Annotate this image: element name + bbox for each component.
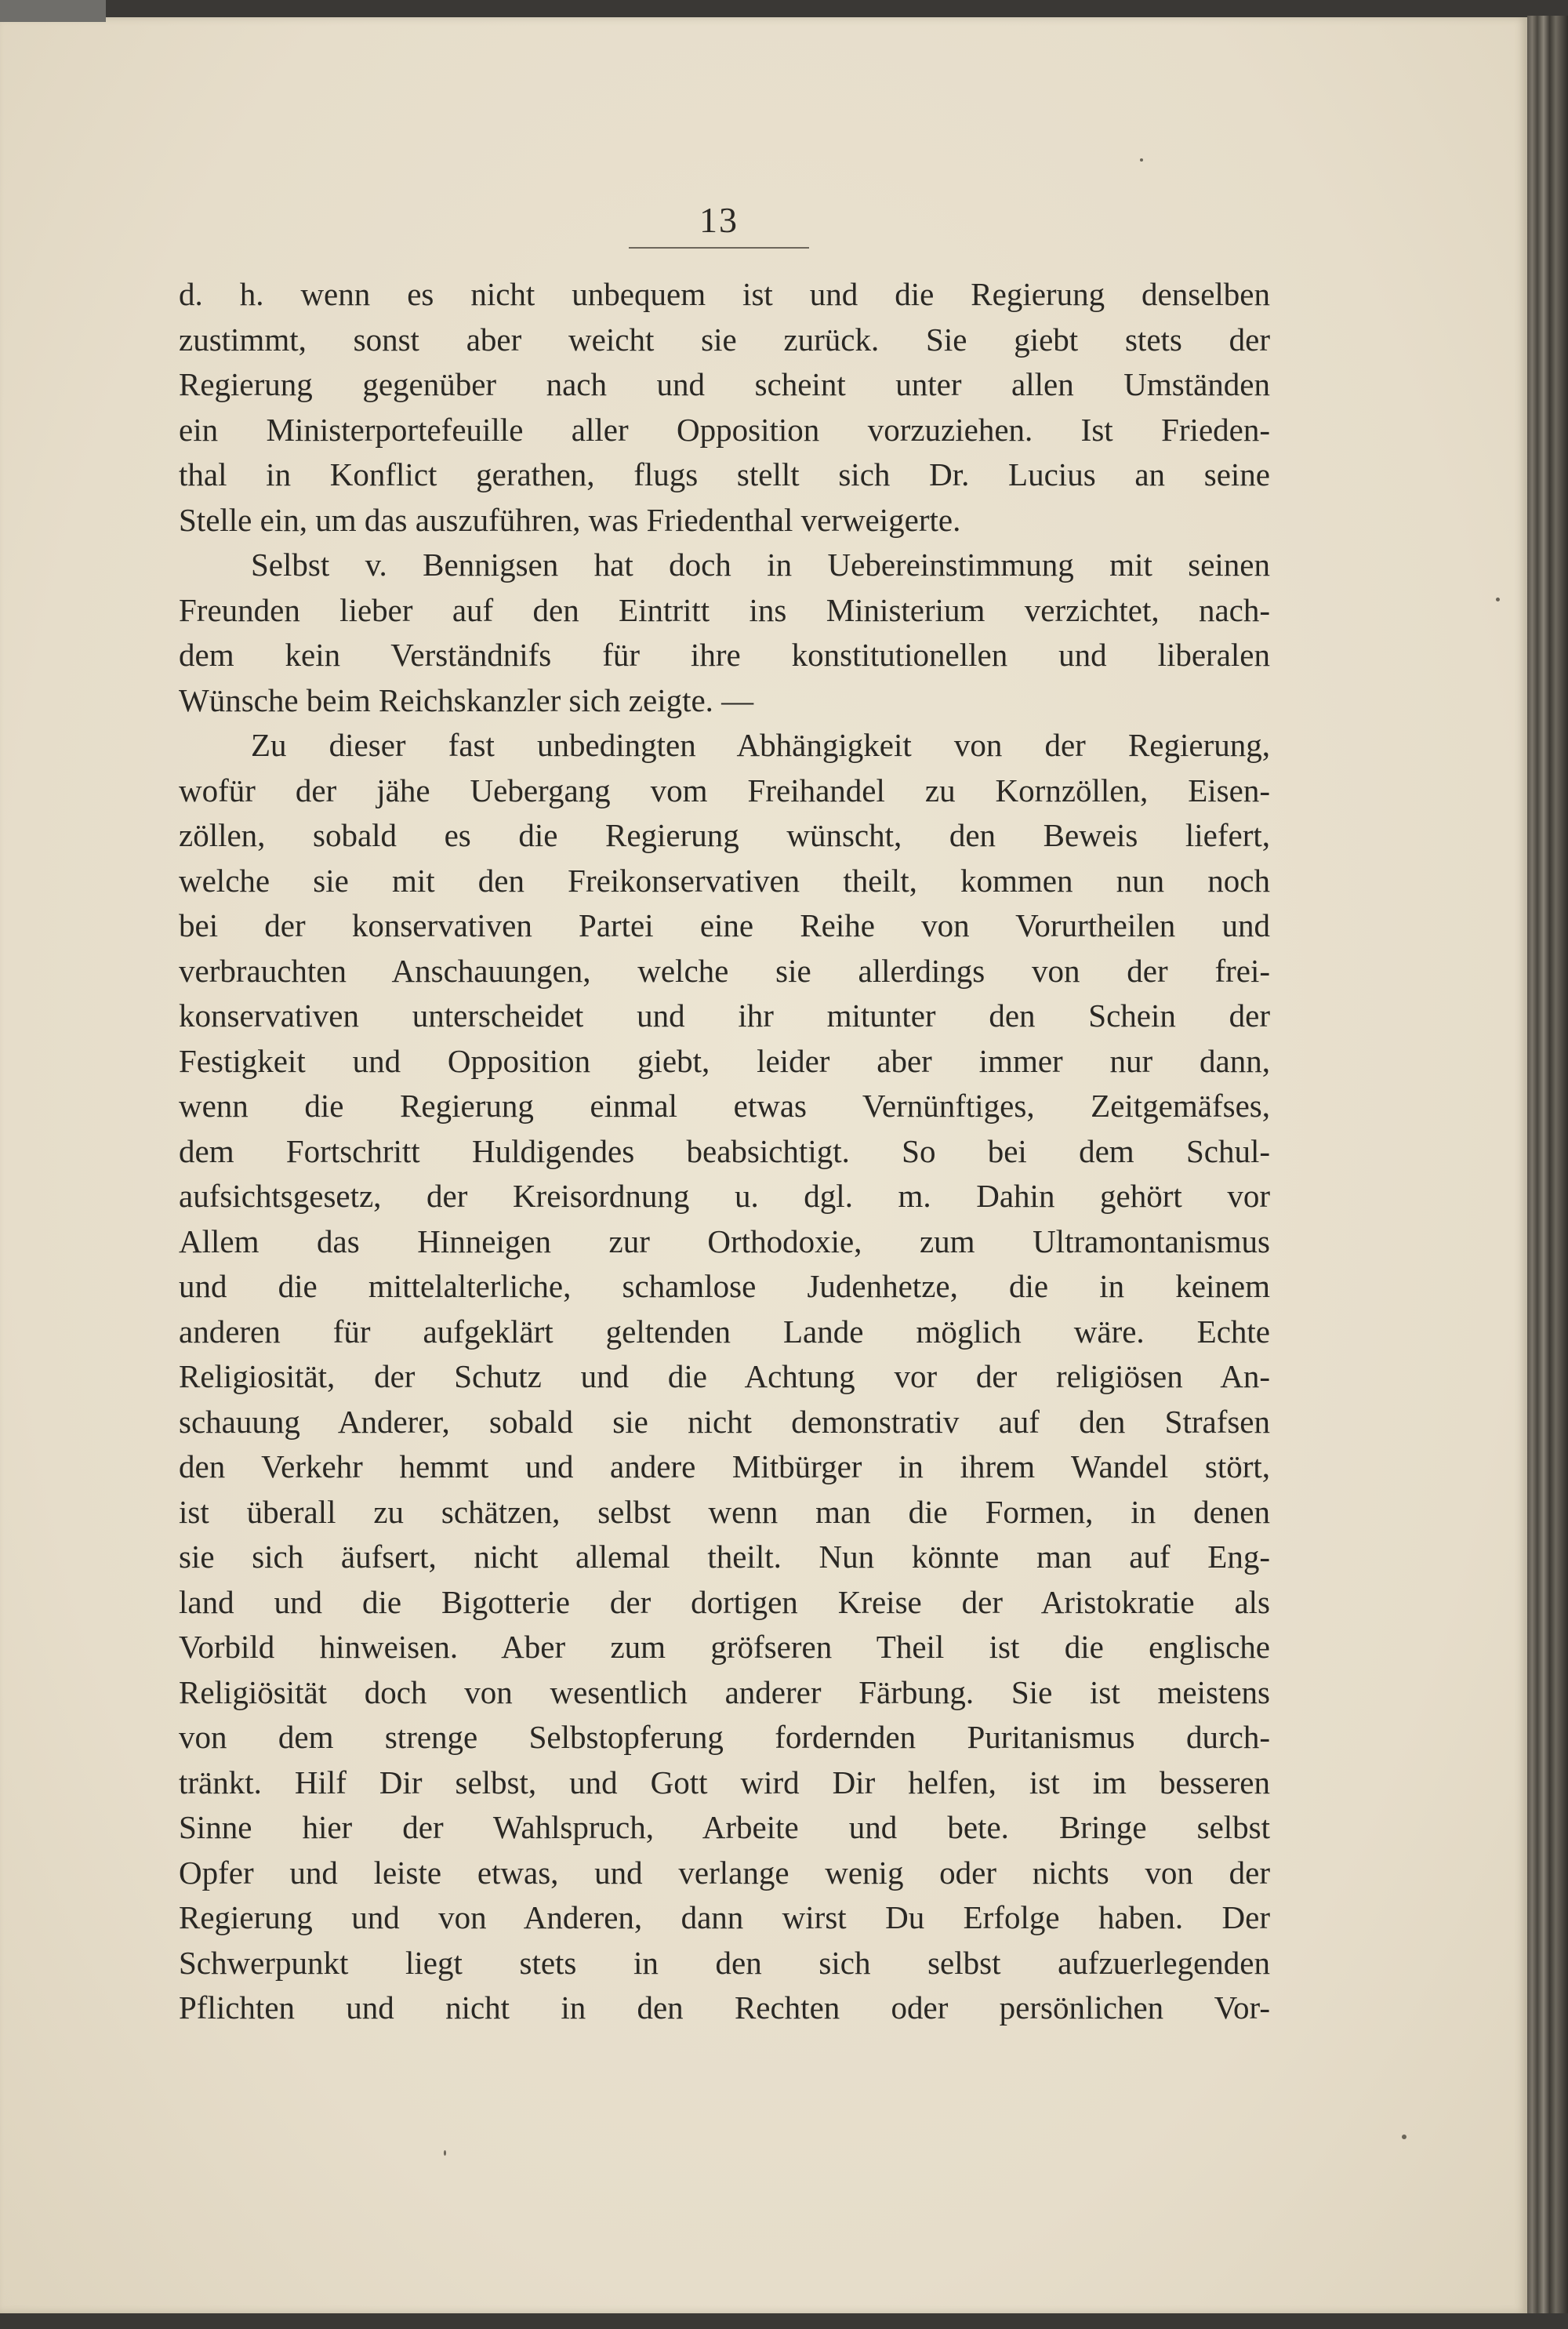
text-line: dem kein Verständnifs für ihre konstitutionellen und liberalen (179, 637, 1270, 673)
body-text (179, 272, 1270, 2031)
text-line: konservativen unterscheidet und ihr mitunter den Schein der (179, 997, 1270, 1034)
text-line: ist überall zu schätzen, selbst wenn man die Formen, in denen (179, 1493, 1270, 1530)
text-line: ein Ministerportefeuille aller Opposition vorzuziehen. Ist Frieden- (179, 411, 1270, 448)
text-line: Vorbild hinweisen. Aber zum gröfseren Theil ist die englische (179, 1629, 1270, 1665)
book-page-edge (1527, 16, 1568, 2313)
paper-speck (444, 2150, 446, 2156)
text-line: wenn die Regierung einmal etwas Vernünftiges, Zeitgemäfses, (179, 1088, 1270, 1124)
page-number: 13 (699, 200, 739, 240)
paper-speck (1140, 158, 1143, 162)
text-line: anderen für aufgeklärt geltenden Lande möglich wäre. Echte (179, 1313, 1270, 1350)
text-line: schauung Anderer, sobald sie nicht demonstrativ auf den Strafsen (179, 1403, 1270, 1440)
paragraph-start-line: Selbst v. Bennigsen hat doch in Uebereinstimmung mit seinen (251, 547, 1270, 583)
text-line: zöllen, sobald es die Regierung wünscht, den Beweis liefert, (179, 817, 1270, 853)
text-line: tränkt. Hilf Dir selbst, und Gott wird Dir helfen, ist im besseren (179, 1764, 1270, 1800)
text-line: und die mittelalterliche, schamlose Judenhetze, die in keinem (179, 1268, 1270, 1304)
header-rule (629, 247, 809, 249)
text-line: von dem strenge Selbstopferung fordernden Puritanismus durch- (179, 1719, 1270, 1755)
text-line: dem Fortschritt Huldigendes beabsichtigt. So bei dem Schul- (179, 1132, 1270, 1169)
paper-speck (1496, 598, 1500, 601)
text-line: Allem das Hinneigen zur Orthodoxie, zum Ultramontanismus (179, 1223, 1270, 1259)
paper-speck (1402, 2135, 1406, 2139)
text-line: thal in Konflict gerathen, flugs stellt sich Dr. Lucius an seine (179, 456, 1270, 492)
text-line: Religiösität doch von wesentlich anderer Färbung. Sie ist meistens (179, 1673, 1270, 1710)
text-line: Wünsche beim Reichskanzler sich zeigte. — (179, 681, 754, 718)
text-line: aufsichtsgesetz, der Kreisordnung u. dgl. m. Dahin gehört vor (179, 1178, 1270, 1214)
text-line: Freunden lieber auf den Eintritt ins Ministerium verzichtet, nach- (179, 591, 1270, 628)
text-line: sie sich äufsert, nicht allemal theilt. Nun könnte man auf Eng- (179, 1539, 1270, 1575)
text-line: zustimmt, sonst aber weicht sie zurück. Sie giebt stets der (179, 321, 1270, 358)
text-line: Sinne hier der Wahlspruch, Arbeite und bete. Bringe selbst (179, 1809, 1270, 1845)
text-line: Religiosität, der Schutz und die Achtung vor der religiösen An- (179, 1358, 1270, 1394)
text-line: Pflichten und nicht in den Rechten oder persönlichen Vor- (179, 1989, 1270, 2026)
text-line: Schwerpunkt liegt stets in den sich selbst aufzuerlegenden (179, 1944, 1270, 1981)
text-line: d. h. wenn es nicht unbequem ist und die Regierung denselben (179, 276, 1270, 312)
text-line: Stelle ein, um das auszuführen, was Friedenthal verweigerte. (179, 501, 961, 538)
text-line: land und die Bigotterie der dortigen Kreise der Aristokratie als (179, 1583, 1270, 1620)
text-line: wofür der jähe Uebergang vom Freihandel zu Kornzöllen, Eisen- (179, 772, 1270, 808)
text-line: Festigkeit und Opposition giebt, leider aber immer nur dann, (179, 1042, 1270, 1079)
page-header (629, 199, 809, 249)
text-line: Opfer und leiste etwas, und verlange wenig oder nichts von der (179, 1854, 1270, 1891)
text-line: Regierung und von Anderen, dann wirst Du Erfolge haben. Der (179, 1899, 1270, 1935)
text-line: bei der konservativen Partei eine Reihe von Vorurtheilen und (179, 907, 1270, 943)
text-line: verbrauchten Anschauungen, welche sie allerdings von der frei- (179, 952, 1270, 989)
text-line: Regierung gegenüber nach und scheint unter allen Umständen (179, 366, 1270, 402)
scan-corner-mark (0, 0, 106, 22)
text-line: welche sie mit den Freikonservativen theilt, kommen nun noch (179, 862, 1270, 899)
paragraph-start-line: Zu dieser fast unbedingten Abhängigkeit von der Regierung, (251, 727, 1270, 763)
text-line: den Verkehr hemmt und andere Mitbürger in ihrem Wandel stört, (179, 1448, 1270, 1484)
book-page (0, 17, 1527, 2313)
